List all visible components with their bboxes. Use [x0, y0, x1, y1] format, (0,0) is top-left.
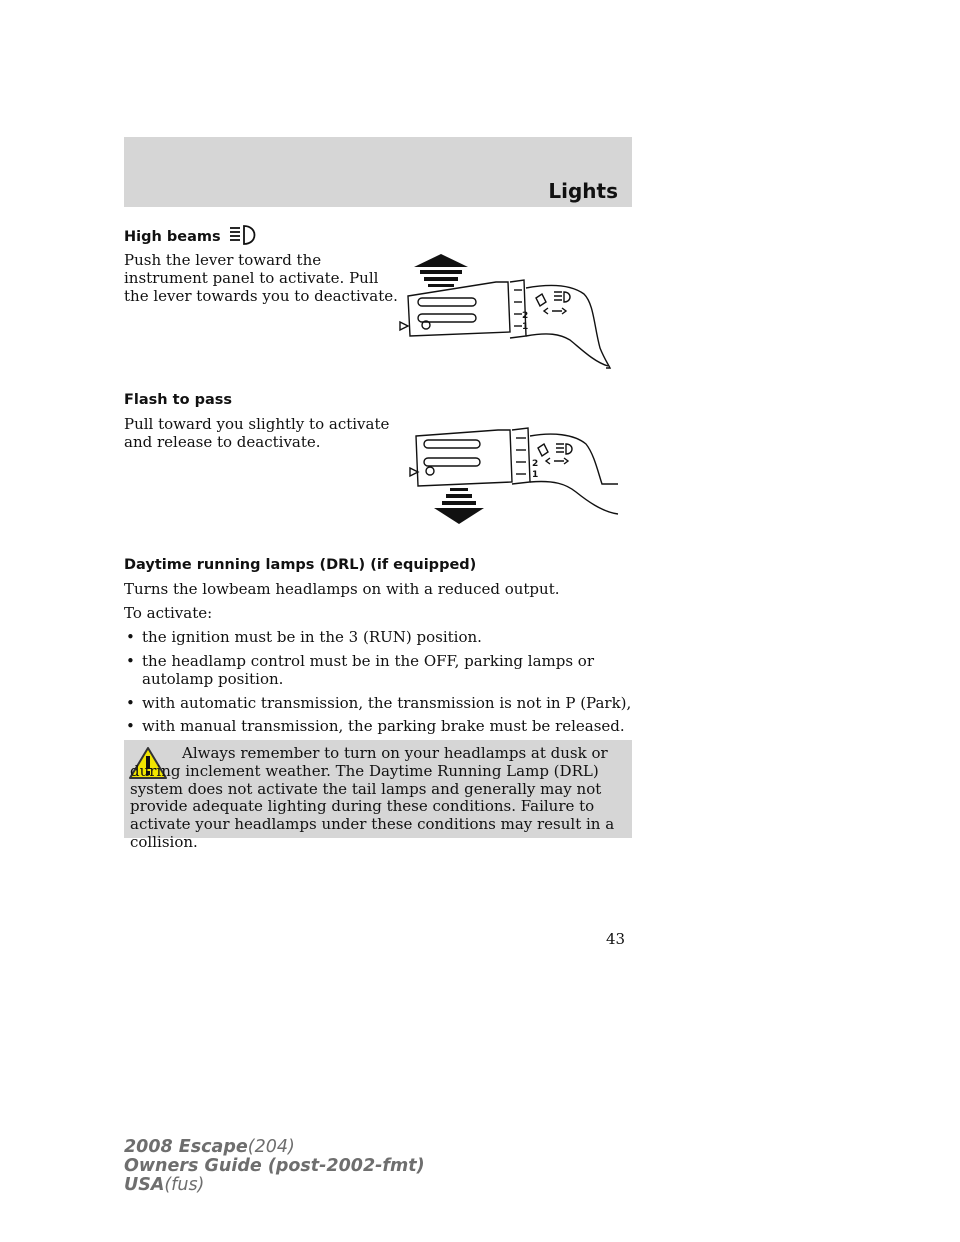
bullet-symbol: •	[126, 694, 135, 712]
drl-to-activate: To activate:	[124, 604, 213, 622]
bullet-symbol: •	[126, 628, 135, 646]
high-beam-icon	[228, 224, 264, 246]
list-item-text: with manual transmission, the parking brake must be released.	[142, 717, 625, 735]
footer-line	[124, 1138, 425, 1157]
high-beams-heading	[124, 224, 264, 246]
drl-intro: Turns the lowbeam headlamps on with a reduced output.	[124, 580, 560, 598]
list-item	[124, 652, 634, 688]
lever-label-2: 2	[532, 459, 539, 469]
pull-arrow-icon	[434, 488, 484, 524]
lever-pull-diagram	[406, 424, 622, 528]
lever-label-2: 2	[522, 311, 529, 321]
text-line: Pull toward you slightly to activate	[124, 415, 390, 433]
footer-market-code: (fus)	[164, 1175, 205, 1195]
flash-to-pass-text	[124, 415, 389, 451]
section-title: Lights	[548, 179, 618, 203]
lever-label-1: 1	[522, 322, 529, 332]
high-beams-heading-text: High beams	[124, 229, 221, 245]
footer-line	[124, 1157, 425, 1176]
bullet-symbol: •	[126, 717, 135, 735]
document-footer	[124, 1138, 425, 1195]
drl-heading: Daytime running lamps (DRL) (if equipped)	[124, 557, 477, 573]
text-line: Push the lever toward the	[124, 251, 322, 269]
footer-line	[124, 1176, 425, 1195]
high-beams-text	[124, 251, 398, 305]
footer-model: 2008 Escape	[124, 1137, 248, 1157]
text-line: instrument panel to activate. Pull	[124, 269, 379, 287]
list-item-text: with automatic transmission, the transmission is not in P (Park),	[142, 694, 632, 712]
list-item	[124, 628, 634, 646]
list-item	[124, 717, 634, 735]
text-line: the lever towards you to deactivate.	[124, 287, 398, 305]
footer-market: USA	[124, 1175, 165, 1195]
push-arrow-icon	[414, 254, 468, 287]
warning-text: Always remember to turn on your headlamps at dusk or during inclement weather. The Daytime Running Lamp (DRL) system does not activate the tail lamps and generally may not provide adequate lighting during these conditions. Failure to activate your headlamps under these conditions may result in a collision.	[130, 744, 615, 851]
list-item	[124, 694, 634, 712]
list-item-text: the headlamp control must be in the OFF, parking lamps or autolamp position.	[142, 652, 594, 688]
section-header-band	[124, 137, 632, 207]
footer-model-code: (204)	[247, 1137, 295, 1157]
page-number: 43	[606, 930, 626, 948]
bullet-symbol: •	[126, 652, 135, 670]
text-line: and release to deactivate.	[124, 433, 321, 451]
lever-push-diagram	[398, 252, 618, 374]
list-item-text: the ignition must be in the 3 (RUN) position.	[142, 628, 482, 646]
footer-guide: Owners Guide (post-2002-fmt)	[124, 1156, 425, 1176]
warning-box	[124, 740, 632, 851]
lever-label-1: 1	[532, 470, 539, 480]
flash-to-pass-heading: Flash to pass	[124, 392, 233, 408]
